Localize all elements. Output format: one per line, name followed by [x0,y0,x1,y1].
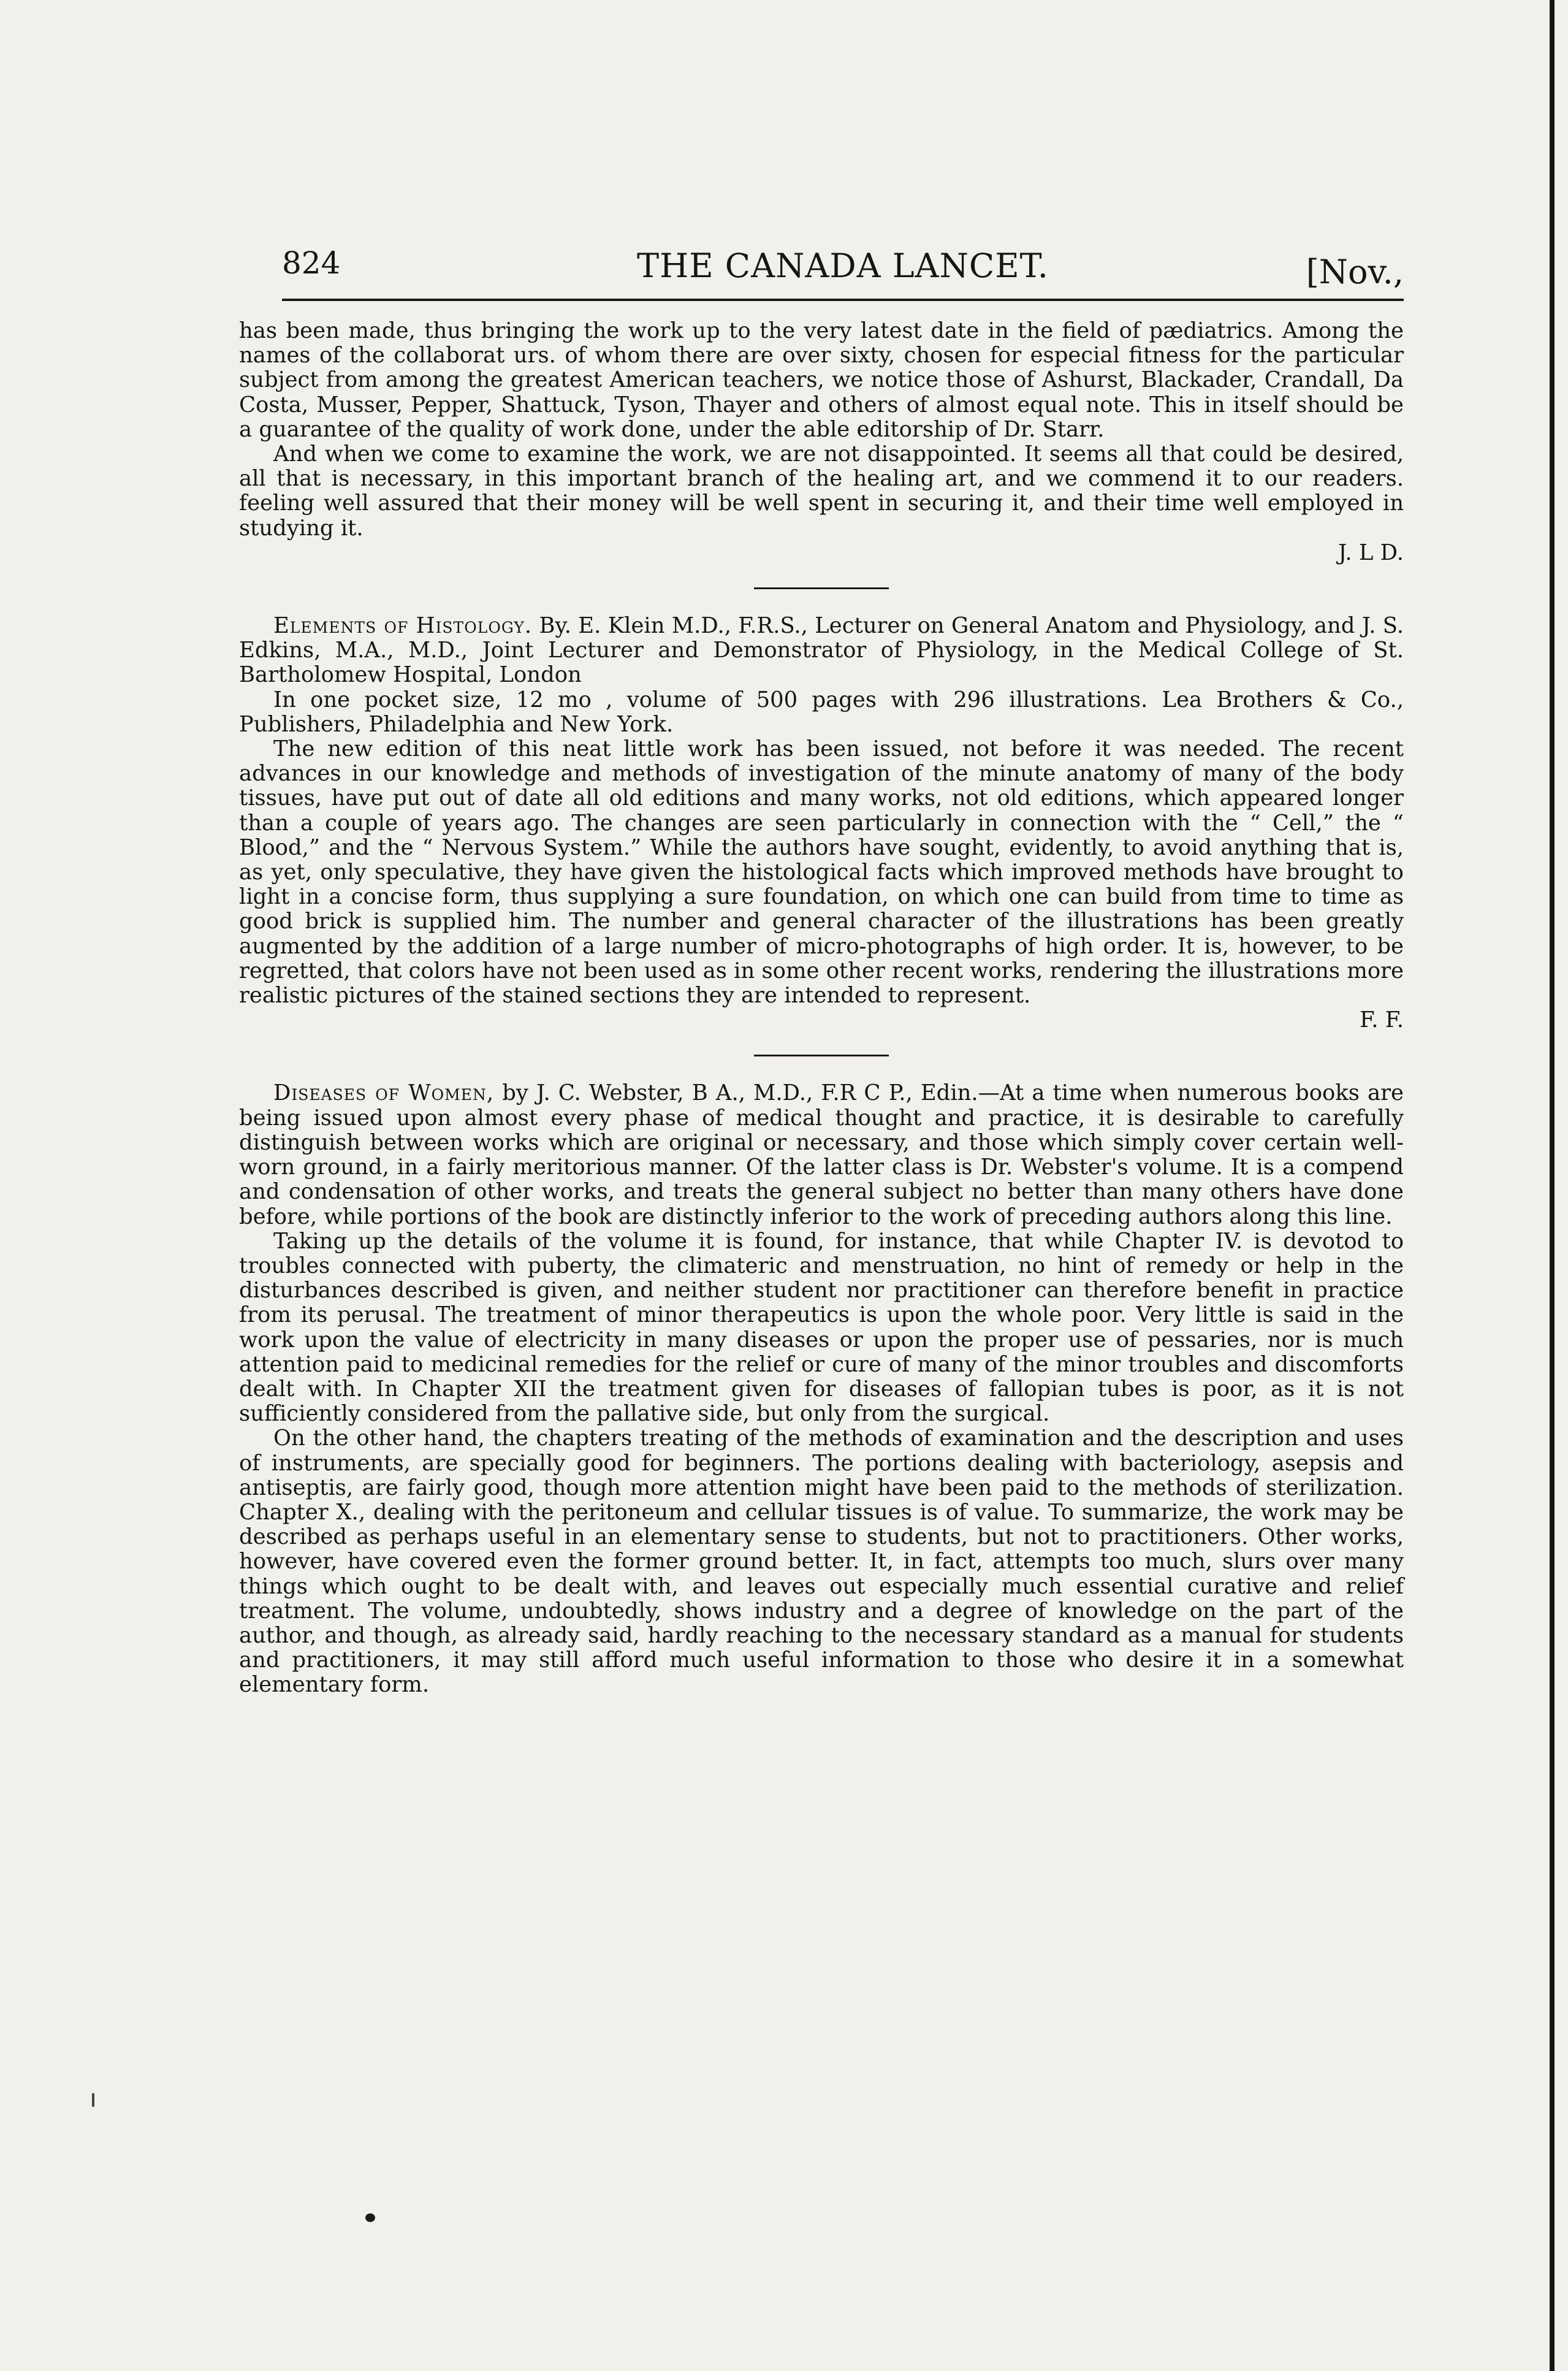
review1-paragraph1: has been made, thus bringing the work up to the very latest date in the field of pædiatrics. Among the names of the collaborat urs. of whom there are over sixty, chosen for especial fitness for the particular subject from among the greatest American teachers, we notice those of Ashurst, Blackader, Crandall, Da Costa, Musser, Pepper, Shattuck, Tyson, Thayer and others of almost equal note. This in itself should be a guarantee of the quality of work done, under the able editorship of Dr. Starr. [239,318,1404,442]
section-divider [754,587,889,589]
review2-body [239,737,1404,1033]
review2-heading: Elements of Histology. [273,613,533,639]
review3-paragraph1-text: by J. C. Webster, B A., M.D., F.R C P., Edin.—At a time when numerous books are being issued upon almost every phase of medical thought and practice, it is desirable to carefully distinguish between works which are original or necessary, and those which simply cover certain well-worn ground, in a fairly meritorious manner. Of the latter class is Dr. Webster's volume. It is a compend and condensation of other works, and treats the general subject no better than many others have done before, while portions of the book are distinctly inferior to the work of preceding authors along this line. [239,1080,1404,1229]
review3-heading: Diseases of Women, [273,1080,495,1106]
page-edge-rule [1550,0,1555,2371]
review1-paragraph2 [239,442,1404,565]
review2-body-text: The new edition of this neat little work has been issued, not before it was needed. The recent advances in our knowledge and methods of investigation of the minute anatomy of many of the body tissues, have put out of date all old editions and many works, not old editions, which appeared longer than a couple of years ago. The changes are seen particularly in connection with the “ Cell,” the “ Blood,” and the “ Nervous System.” While the authors have sought, evidently, to avoid anything that is, as yet, only speculative, they have given the histological facts which improved methods have brought to light in a concise form, thus supplying a sure foundation, on which one can build from time to time as good brick is supplied him. The number and general character of the illustrations has been greatly augmented by the addition of a large number of micro-photographs of high order. It is, however, to be regretted, that colors have not been used as in some other recent works, rendering the illustrations more realistic pictures of the stained sections they are intended to represent. [239,736,1404,1009]
review3-paragraph1 [239,1081,1404,1229]
page-number: 824 [282,245,341,281]
issue-month: [Nov., [1306,253,1404,291]
review1-signature: J. L D. [1338,540,1404,565]
section-divider [754,1055,889,1056]
review2-citation-text: By. E. Klein M.D., F.R.S., Lecturer on General Anatom and Physiology, and J. S. Edkins, M.A., M.D., Joint Lecturer and Demonstrator of Physiology, in the Medical College of St. Bartholomew Hospital, London [239,613,1404,688]
page-header [282,234,1404,302]
review3-paragraph2: Taking up the details of the volume it is found, for instance, that while Chapter IV. is devotod to troubles connected with puberty, the climateric and menstruation, no hint of remedy or help in the disturbances described is given, and neither student nor practitioner can therefore benefit in practice from its perusal. The treatment of minor therapeutics is upon the whole poor. Very little is said in the work upon the value of electricity in many diseases or upon the proper use of pessaries, nor is much attention paid to medicinal remedies for the relief or cure of many of the minor troubles and discomforts dealt with. In Chapter XII the treatment given for diseases of fallopian tubes is poor, as it is not sufficiently considered from the pallative side, but only from the surgical. [239,1228,1404,1427]
review3-paragraph3: On the other hand, the chapters treating of the methods of examination and the description and uses of instruments, are specially good for beginners. The portions dealing with bacteriology, asepsis and antiseptis, are fairly good, though more attention might have been paid to the methods of sterilization. Chapter X., dealing with the peritoneum and cellular tissues is of value. To summarize, the work may be described as perhaps useful in an elementary sense to students, but not to practitioners. Other works, however, have covered even the former ground better. It, in fact, attempts too much, slurs over many things which ought to be dealt with, and leaves out especially much essential curative and relief treatment. The volume, undoubtedly, shows industry and a degree of knowledge on the part of the author, and though, as already said, hardly reaching to the necessary standard as a manual for students and practitioners, it may still afford much useful information to those who desire it in a somewhat elementary form. [239,1426,1404,1698]
ink-blot [365,2213,375,2222]
journal-title: THE CANADA LANCET. [637,246,1049,285]
review2-citation [239,614,1404,688]
article-column [239,319,1404,1698]
review2-details: In one pocket size, 12 mo , volume of 500 pages with 296 illustrations. Lea Brothers & Co., Publishers, Philadelphia and New York. [239,687,1404,737]
review2-signature: F. F. [1360,1007,1404,1033]
margin-mark [92,2093,94,2107]
review1-paragraph2-text: And when we come to examine the work, we are not disappointed. It seems all that could be desired, all that is necessary, in this important branch of the healing art, and we commend it to our readers. feeling well assured that their money will be well spent in securing it, and their time well employed in studying it. [239,441,1404,541]
header-rule [282,299,1404,301]
